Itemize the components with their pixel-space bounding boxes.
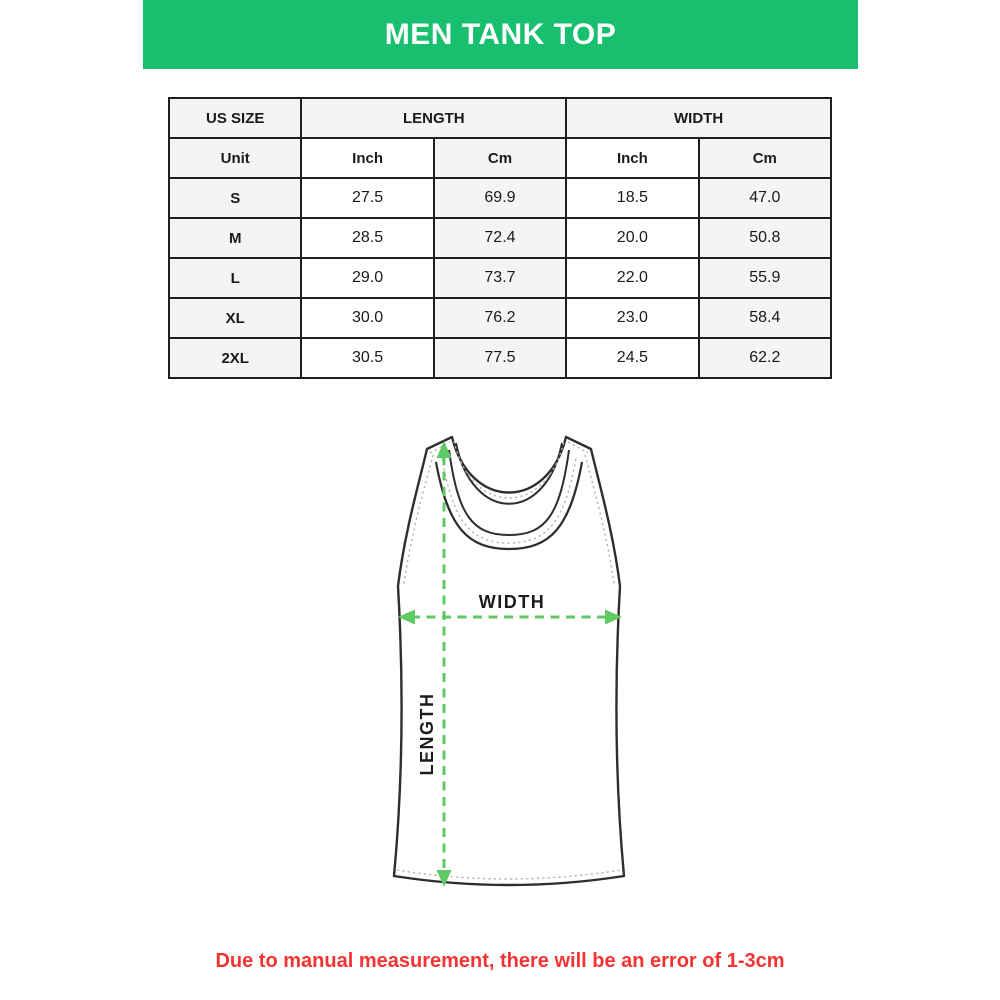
table-row	[169, 178, 831, 218]
size-label: XL	[169, 298, 301, 338]
length-cm-value: 76.2	[434, 298, 566, 338]
width-dimension-label: WIDTH	[478, 592, 546, 612]
unit-row	[169, 138, 831, 178]
col-header-length: LENGTH	[301, 98, 566, 138]
size-label: S	[169, 178, 301, 218]
width-inch-value: 24.5	[566, 338, 698, 378]
tank-top-diagram	[360, 420, 660, 900]
length-inch-value: 30.5	[301, 338, 433, 378]
length-dimension-label: LENGTH	[417, 692, 437, 776]
measurement-disclaimer: Due to manual measurement, there will be an error of 1-3cm	[215, 950, 785, 972]
width-cm-value: 58.4	[699, 298, 831, 338]
table-row	[169, 218, 831, 258]
page-title: MEN TANK TOP	[384, 17, 617, 51]
table-row	[169, 338, 831, 378]
length-cm-value: 69.9	[434, 178, 566, 218]
length-inch-value: 28.5	[301, 218, 433, 258]
width-inch-value: 22.0	[566, 258, 698, 298]
table-row	[169, 258, 831, 298]
size-label: L	[169, 258, 301, 298]
title-banner	[143, 0, 858, 69]
length-cm-value: 73.7	[434, 258, 566, 298]
size-label: 2XL	[169, 338, 301, 378]
width-cm-value: 62.2	[699, 338, 831, 378]
unit-length-inch: Inch	[301, 138, 433, 178]
width-cm-value: 50.8	[699, 218, 831, 258]
length-cm-value: 72.4	[434, 218, 566, 258]
unit-width-cm: Cm	[699, 138, 831, 178]
unit-length-cm: Cm	[434, 138, 566, 178]
width-inch-value: 18.5	[566, 178, 698, 218]
length-inch-value: 29.0	[301, 258, 433, 298]
col-header-width: WIDTH	[566, 98, 831, 138]
table-header-row	[169, 98, 831, 138]
unit-width-inch: Inch	[566, 138, 698, 178]
size-chart-table	[168, 97, 832, 379]
length-inch-value: 27.5	[301, 178, 433, 218]
size-label: M	[169, 218, 301, 258]
length-inch-value: 30.0	[301, 298, 433, 338]
width-cm-value: 55.9	[699, 258, 831, 298]
width-inch-value: 23.0	[566, 298, 698, 338]
unit-label: Unit	[169, 138, 301, 178]
length-cm-value: 77.5	[434, 338, 566, 378]
tank-top-illustration	[360, 420, 660, 900]
table-row	[169, 298, 831, 338]
width-cm-value: 47.0	[699, 178, 831, 218]
col-header-us-size: US SIZE	[169, 98, 301, 138]
width-inch-value: 20.0	[566, 218, 698, 258]
